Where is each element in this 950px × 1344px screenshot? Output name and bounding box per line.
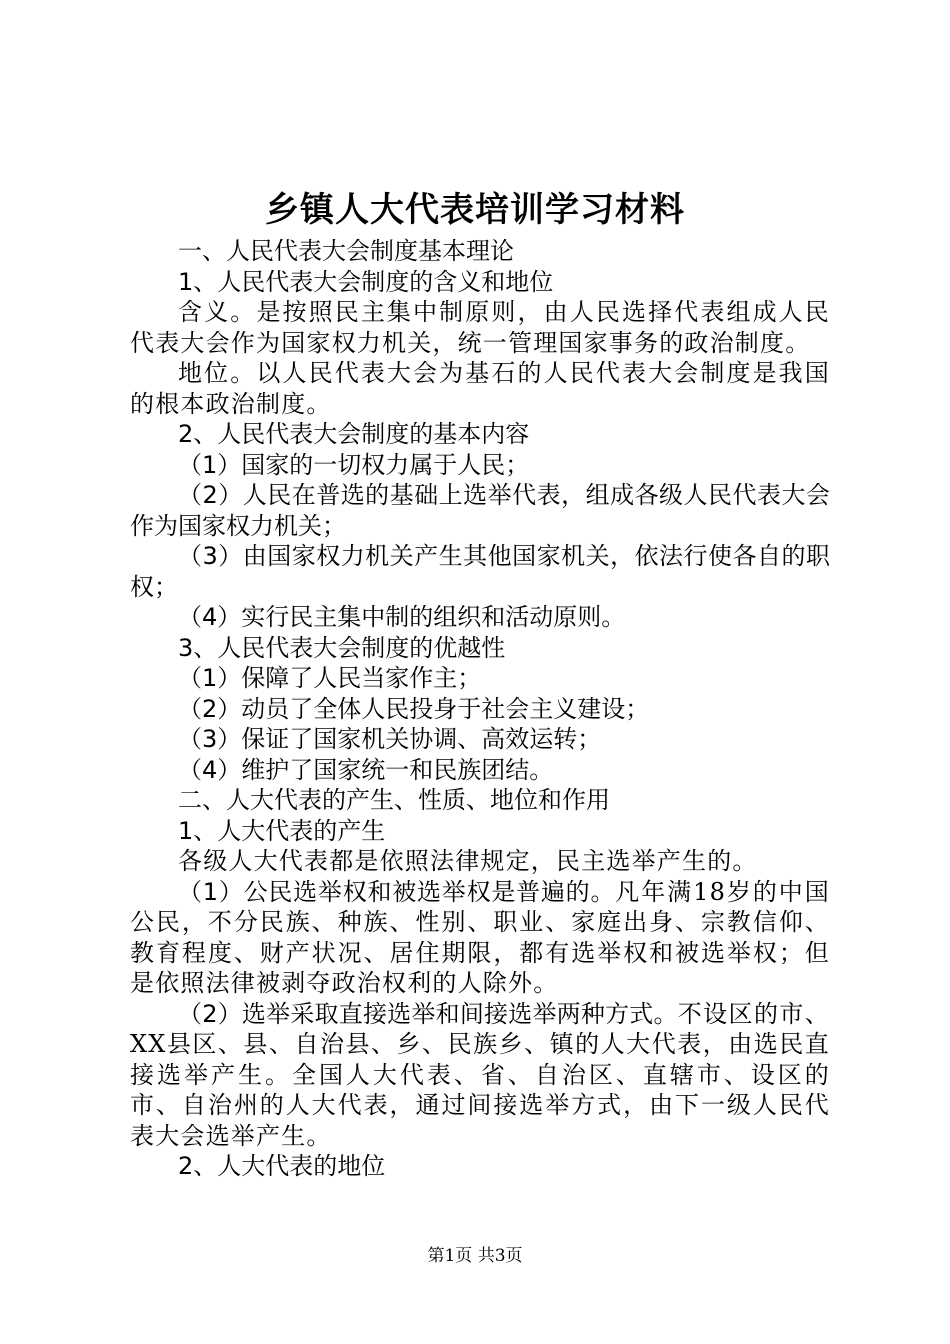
paragraph-status: 地位。以人民代表大会为基石的人民代表大会制度是我国的根本政治制度。	[130, 359, 830, 418]
list-item: （4）维护了国家统一和民族团结。	[178, 755, 554, 784]
list-item: （4）实行民主集中制的组织和活动原则。	[178, 603, 626, 631]
paragraph-definition: 含义。是按照民主集中制原则，由人民选择代表组成人民代表大会作为国家权力机关，统一管理国家事务的政治制度。	[130, 298, 830, 357]
paragraph-body: 凡年满18岁的中国公民，不分民族、种族、性别、职业、家庭出身、宗教信仰、教育程度、财产状况、居住期限，都有选举权和被选举权；但是依照法律被剥夺政治权利的人除外。	[130, 877, 830, 997]
list-item: （1）保障了人民当家作主；	[178, 664, 482, 692]
list-item: （2）人民在普选的基础上选举代表，组成各级人民代表大会作为国家权力机关；	[130, 481, 830, 540]
page-footer: 第1页 共3页	[427, 1246, 523, 1266]
paragraph-election-intro: 各级人大代表都是依照法律规定，民主选举产生的。	[178, 847, 758, 875]
section-heading-1: 一、人民代表大会制度基本理论	[178, 237, 514, 265]
list-item: （2）动员了全体人民投身于社会主义建设；	[178, 694, 650, 723]
list-item: （3）保证了国家机关协调、高效运转；	[178, 725, 602, 753]
subsection-heading-2-1: 1、人大代表的产生	[178, 816, 386, 845]
list-item: （3）由国家权力机关产生其他国家机关，依法行使各自的职权；	[130, 542, 830, 601]
paragraph-lead: （2）选举采取直接选举和间接选举两种方式。	[178, 999, 678, 1028]
paragraph-election-methods	[130, 999, 830, 1152]
paragraph-body: 不设区的市、XX县区、县、自治县、乡、民族乡、镇的人大代表，由选民直接选举产生。全国人大代表、省、自治区、直辖市、设区的市、自治州的人大代表，通过间接选举方式，由下一级人民代表大会选举产生。	[130, 999, 830, 1150]
list-item: （1）国家的一切权力属于人民；	[178, 450, 530, 479]
paragraph-lead: （1）公民选举权和被选举权是普遍的。	[178, 877, 616, 906]
section-heading-2: 二、人大代表的产生、性质、地位和作用	[178, 786, 610, 814]
document-title: 乡镇人大代表培训学习材料	[265, 190, 685, 230]
paragraph-universal-suffrage	[130, 877, 830, 999]
document-body	[130, 236, 830, 1182]
subsection-heading-2-2: 2、人大代表的地位	[178, 1152, 386, 1180]
subsection-heading-1-1: 1、人民代表大会制度的含义和地位	[178, 267, 554, 296]
subsection-heading-1-3: 3、人民代表大会制度的优越性	[178, 633, 506, 662]
subsection-heading-1-2: 2、人民代表大会制度的基本内容	[178, 420, 530, 448]
